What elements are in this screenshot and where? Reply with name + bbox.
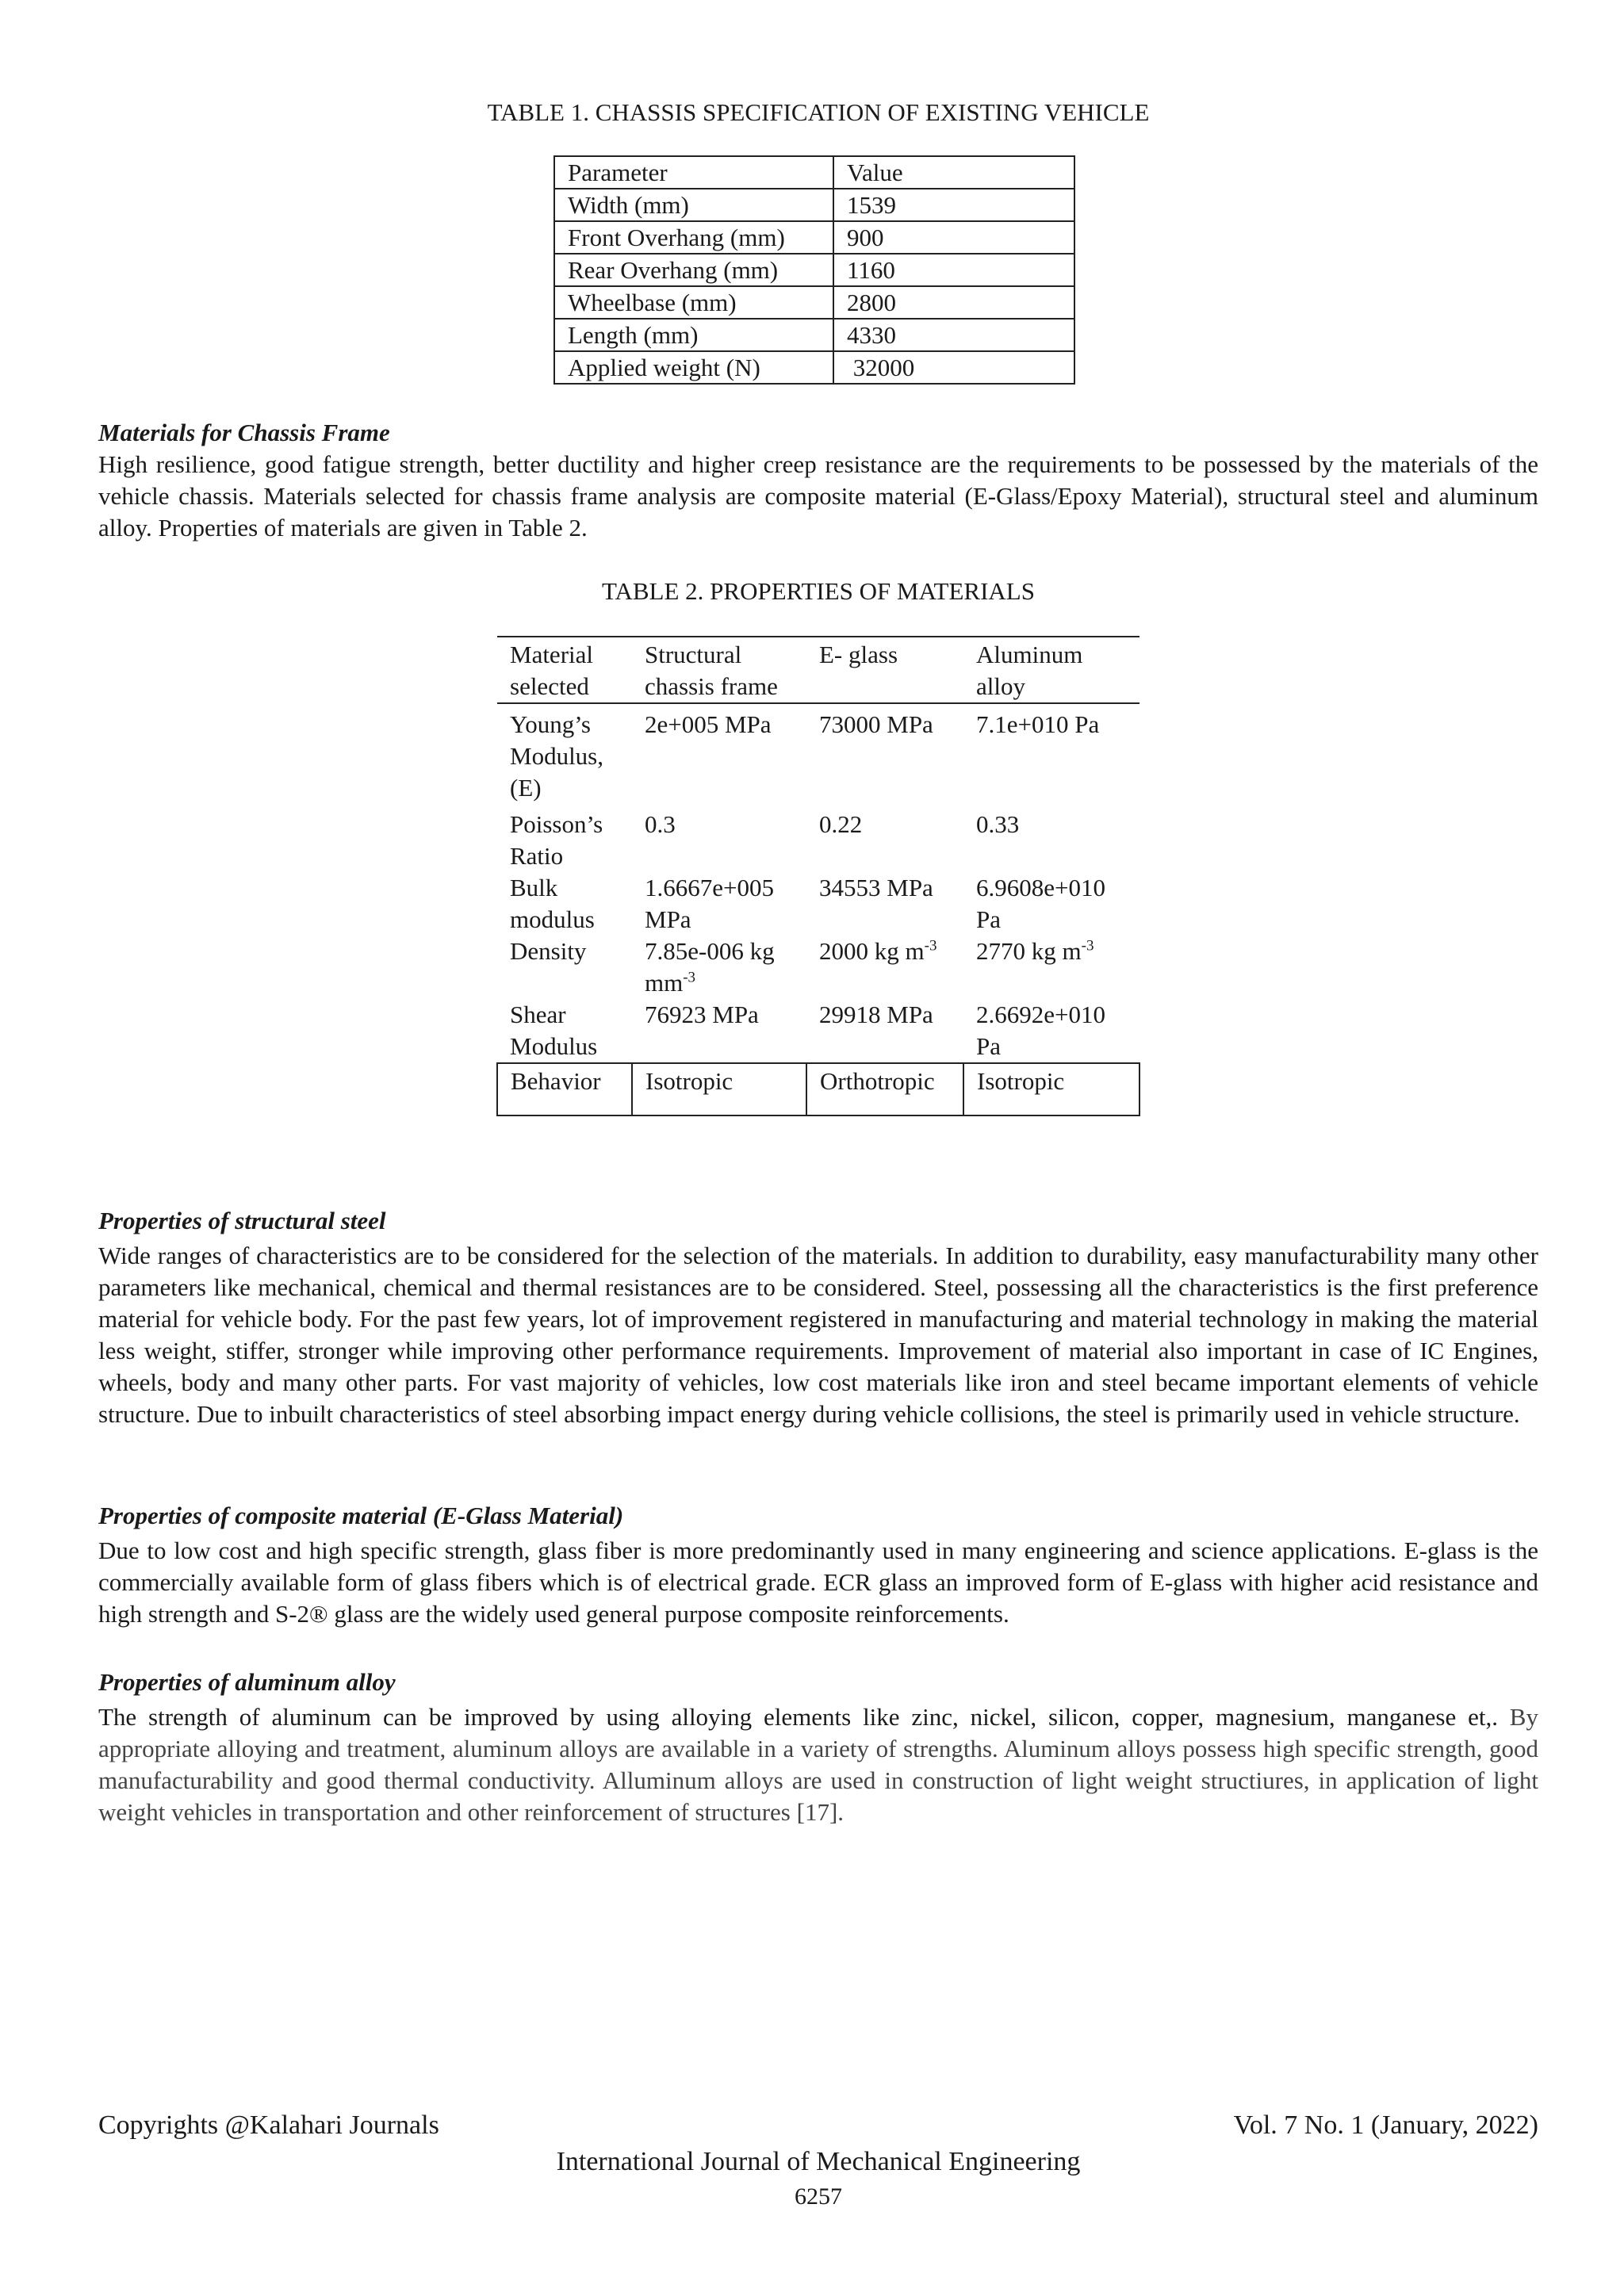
table-header-cell: Aluminum alloy xyxy=(963,637,1139,703)
table-cell: Length (mm) xyxy=(554,319,833,351)
table-cell: Bulk modulus xyxy=(510,874,595,933)
table-row xyxy=(554,189,1074,221)
table-cell xyxy=(963,936,1139,999)
table-row xyxy=(554,351,1074,384)
table-cell: 0.3 xyxy=(645,810,676,838)
table-row xyxy=(497,999,1139,1063)
material-properties-table xyxy=(496,636,1140,1116)
table-row xyxy=(554,319,1074,351)
section-heading-aluminum: Properties of aluminum alloy xyxy=(98,1668,396,1696)
table-cell xyxy=(806,936,963,999)
table-cell xyxy=(632,936,806,999)
table-row xyxy=(554,286,1074,319)
density-value: 2770 kg m xyxy=(976,937,1082,965)
table-row xyxy=(497,1063,1139,1115)
footer-volume: Vol. 7 No. 1 (January, 2022) xyxy=(1233,2110,1538,2140)
table-header-cell: E- glass xyxy=(806,637,963,703)
table-cell: 4330 xyxy=(833,319,1074,351)
table-cell: 1539 xyxy=(833,189,1074,221)
table-cell: Poisson’s Ratio xyxy=(510,810,603,870)
table-header-cell: Material selected xyxy=(497,637,632,703)
table-cell: 29918 MPa xyxy=(819,1001,933,1028)
table-header-row xyxy=(497,637,1139,703)
density-value: 2000 kg m xyxy=(819,937,925,965)
table1-caption: TABLE 1. CHASSIS SPECIFICATION OF EXISTING VEHICLE xyxy=(487,98,1150,126)
table-cell: Isotropic xyxy=(632,1063,806,1115)
section-heading-materials: Materials for Chassis Frame xyxy=(98,419,390,446)
paragraph-eglass: Due to low cost and high specific strength, glass fiber is more predominantly used in many engineering and science applications. E-glass is the commercially available form of glass fibers which is of electrical grade. ECR glass an improved form of E-glass with higher acid resistance and high strength and S-2® glass are the widely used general purpose composite reinforcements. xyxy=(98,1536,1538,1628)
table-row xyxy=(497,809,1139,872)
paragraph-materials: High resilience, good fatigue strength, better ductility and higher creep resistance are the requirements to be possessed by the materials of the vehicle chassis. Materials selected for chassis frame analysis are composite material (E-Glass/Epoxy Material), structural steel and aluminum alloy. Properties of materials are given in Table 2. xyxy=(98,450,1538,541)
paper-page xyxy=(98,0,1538,2296)
table-cell: 900 xyxy=(833,221,1074,254)
paragraph-aluminum-lead: The strength of aluminum can be improved by using alloying elements like zinc, nickel, silicon, copper, magnesium, manganese et,. xyxy=(98,1703,1498,1731)
table-cell: Behavior xyxy=(497,1063,632,1115)
table-row xyxy=(554,156,1074,189)
table-row xyxy=(497,872,1139,936)
table-cell: Rear Overhang (mm) xyxy=(554,254,833,286)
table-cell: Young’s Modulus, (E) xyxy=(510,710,603,802)
table-row xyxy=(554,254,1074,286)
table-cell: 76923 MPa xyxy=(645,1001,759,1028)
section-heading-eglass: Properties of composite material (E-Glass Material) xyxy=(98,1502,624,1529)
footer-journal: International Journal of Mechanical Engineering xyxy=(556,2147,1081,2176)
table-cell: 1.6667e+005 MPa xyxy=(645,874,774,933)
exponent: -3 xyxy=(683,969,696,986)
table2-caption: TABLE 2. PROPERTIES OF MATERIALS xyxy=(602,577,1035,605)
table-cell: Front Overhang (mm) xyxy=(554,221,833,254)
footer-copyright: Copyrights @Kalahari Journals xyxy=(98,2110,439,2140)
table-cell: 73000 MPa xyxy=(819,710,933,738)
table-cell: Density xyxy=(510,937,587,965)
exponent: -3 xyxy=(1081,937,1094,955)
table-cell: 32000 xyxy=(833,351,1074,384)
table-cell: Parameter xyxy=(554,156,833,189)
table-header-cell: Structural chassis frame xyxy=(632,637,806,703)
table-cell: Applied weight (N) xyxy=(554,351,833,384)
density-value: 7.85e-006 kg mm xyxy=(645,937,775,997)
table-cell: 7.1e+010 Pa xyxy=(976,710,1100,738)
table-row xyxy=(554,221,1074,254)
page-number: 6257 xyxy=(795,2183,842,2210)
table-cell: 0.33 xyxy=(976,810,1020,838)
paragraph-steel: Wide ranges of characteristics are to be considered for the selection of the materials. In addition to durability, easy manufacturability many other parameters like mechanical, chemical and thermal resistances are to be considered. Steel, possessing all the characteristics is the first preference material for vehicle body. For the past few years, lot of improvement registered in manufacturing and material technology in making the material less weight, stiffer, stronger while improving other performance requirements. Improvement of material also important in case of IC Engines, wheels, body and many other parts. For vast majority of vehicles, low cost materials like iron and steel became important elements of vehicle structure. Due to inbuilt characteristics of steel absorbing impact energy during vehicle collisions, the steel is primarily used in vehicle structure. xyxy=(98,1242,1538,1428)
paragraph-aluminum-rest: By appropriate alloying and treatment, aluminum alloys are available in a variety of strengths. Aluminum alloys possess high specific strength, good manufacturability and good thermal conductivity. Alluminum alloys are used in construction of light weight structiures, in application of light weight vehicles in transportation and other reinforcement of structures [17]. xyxy=(98,1703,1538,1826)
table-cell: 2.6692e+010 Pa xyxy=(976,1001,1105,1060)
table-row xyxy=(497,703,1139,809)
table-cell: 1160 xyxy=(833,254,1074,286)
table-cell: 34553 MPa xyxy=(819,874,933,901)
table-cell: 6.9608e+010 Pa xyxy=(976,874,1105,933)
chassis-spec-table xyxy=(553,155,1075,385)
table-row xyxy=(497,936,1139,999)
table-cell: Shear Modulus xyxy=(510,1001,598,1060)
table-cell: 2800 xyxy=(833,286,1074,319)
section-heading-steel: Properties of structural steel xyxy=(98,1207,386,1234)
table-cell: 2e+005 MPa xyxy=(645,710,772,738)
exponent: -3 xyxy=(924,937,937,955)
paragraph-aluminum xyxy=(98,1701,1538,1828)
table-cell: Wheelbase (mm) xyxy=(554,286,833,319)
table-cell: Orthotropic xyxy=(806,1063,963,1115)
table-cell: Value xyxy=(833,156,1074,189)
table-cell: 0.22 xyxy=(819,810,863,838)
table-cell: Width (mm) xyxy=(554,189,833,221)
table-cell: Isotropic xyxy=(963,1063,1139,1115)
